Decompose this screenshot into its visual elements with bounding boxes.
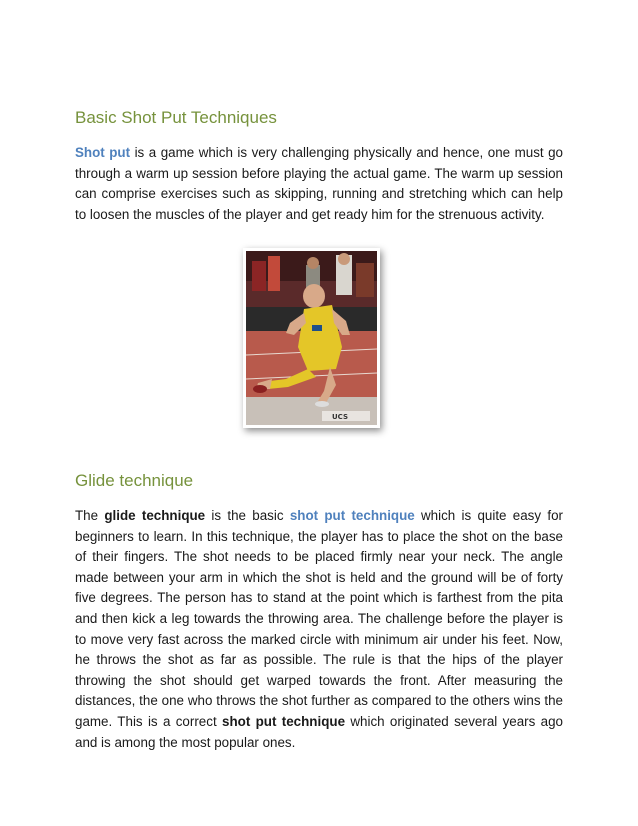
glide-text-3: which is quite easy for beginners to learn. In this technique, the player has to place the shot on the base of their fingers. The shot needs to be placed firmly near your neck. The angle made between your arm in which the shot is held and the ground will be of forty five degrees. The person has to stand at the point which is farthest from the pita and then kick a leg towards the throwing area. The challenge before the player is to move very fast across the marked circle with minimum air under his feet. Now, he throws the shot as far as possible. The rule is that the hips of the player throwing the shot should get warped towards the front. After measuring the distances, the one who throws the shot further as compared to the others wins the game. This is a correct <box>75 508 563 729</box>
shot-put-photo <box>243 248 380 428</box>
glide-text-1: The <box>75 508 105 523</box>
glide-bold-term-2: shot put technique <box>222 713 346 729</box>
ucs-sign: UCS <box>332 413 348 421</box>
intro-paragraph <box>75 143 563 225</box>
shot-put-technique-link[interactable]: shot put technique <box>289 508 415 523</box>
intro-text: is a game which is very challenging physically and hence, one must go through a warm up session before playing the actual game. The warm up session can comprise exercises such as skipping, running and stretching which can help to loosen the muscles of the player and get ready him for the strenuous activity. <box>75 145 563 222</box>
glide-paragraph <box>75 506 563 753</box>
athlete-photo-illustration <box>246 251 377 425</box>
section-heading-glide: Glide technique <box>75 471 194 490</box>
glide-bold-term: glide technique <box>104 508 206 523</box>
glide-text-2: is the basic <box>205 508 290 523</box>
glide-text-4: which originated several years ago and is among the most popular ones. <box>75 713 564 750</box>
athlete-head <box>303 284 325 308</box>
shot-put-link[interactable]: Shot put <box>75 145 131 160</box>
section-heading-basic: Basic Shot Put Techniques <box>75 108 277 127</box>
